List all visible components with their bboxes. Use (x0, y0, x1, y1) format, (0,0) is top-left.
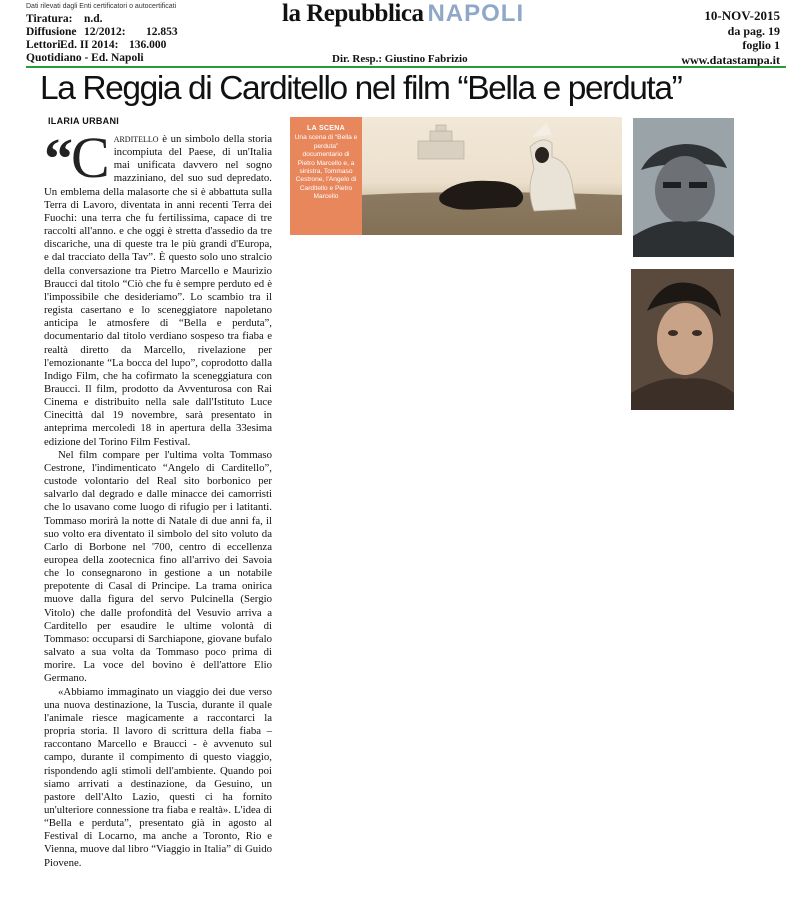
byline: ILARIA URBANI (48, 116, 120, 126)
circulation-data (26, 13, 178, 65)
drop-quote: “ (44, 126, 67, 191)
lettori-period: Ed. II 2014: (60, 39, 119, 51)
issue-info (610, 9, 780, 67)
lettori-value: 136.000 (129, 39, 167, 51)
tiratura-label: Tiratura: (26, 13, 73, 25)
masthead (282, 0, 524, 30)
caption-title: LA SCENA (307, 125, 345, 132)
portrait-illustration-1 (633, 118, 734, 257)
director-line: Dir. Resp.: Giustino Fabrizio (332, 53, 468, 65)
caption-text: Una scena di “Bella e perduta” documentario di Pietro Marcello e, a sinistra, Tommaso Cestrone, l'Angelo di Carditello e Pietro Marcello (294, 134, 358, 201)
paragraph-3: «Abbiamo immaginato un viaggio dei due verso una nuova destinazione, la Tuscia, durante il quale l'animale riesce magicamente a raccontarci la propria storia. Il lavoro di scrittura della fiaba – raccontano Marcello e Braucci - è avvenuto sul campo, durante il compimento di questo viaggio, rispondendo agli stimoli dell'ambiente. Quando poi siamo arrivati a destinazione, da Gesuino, un pastore dell'Alto Lazio, questi ci ha fornito un'ulteriore connessione tra fiaba e realtà». L'idea di “Bella e perduta”, presentato già in agosto al Festival di Locarno, ma anche a Toronto, Rio e Vienna, muove dal libro “Viaggio in Italia” di Guido Piovene. (44, 685, 272, 869)
diffusione-period: 12/2012: (84, 26, 126, 38)
paragraph-1 (44, 125, 272, 449)
portrait-illustration-2 (631, 269, 734, 410)
paragraph-2: Nel film compare per l'ultima volta Tommaso Cestrone, l'indimenticato “Angelo di Carditello”, custode volontario del Real sito borbonico per salvarlo dal degrado e dalle minacce dei camorristi che lo usavano come luogo di rifugio per i latitanti. Tommaso morirà la notte di Natale di due anni fa, il suo volto era diventato il simbolo del sito voluto da Carlo di Borbone nel '700, centro di eccellenza europea della zootecnica fino all'arrivo dei Savoia che lo consegnarono in gestione a un notabile prepotente di Casal di Principe. La trama onirica muove dalla figura del servo Pulcinella (Sergio Vitolo) che dalle profondità del Vesuvio arriva a Carditello per esaudire le ultime volontà di Tommaso: occuparsi di Sarchiapone, giovane bufalo salvato a sua volta da Tommaso poco prima di morire. La voce del bovino è dell'attore Elio Germano. (44, 448, 272, 685)
masthead-title: la Repubblica (282, 0, 424, 27)
article-headline: La Reggia di Carditello nel film “Bella e perduta” (40, 70, 682, 107)
drop-cap: C (71, 125, 110, 190)
diffusione-label: Diffusione (26, 26, 77, 38)
portrait-tommaso-cestrone (633, 118, 734, 257)
website: www.datastampa.it (681, 52, 780, 67)
lettori-label: Lettori (26, 39, 61, 51)
article-body (44, 125, 272, 870)
edition-label: Quotidiano - Ed. Napoli (26, 52, 144, 64)
issue-date: 10-NOV-2015 (704, 8, 780, 23)
page-reference: da pag. 19 (727, 23, 780, 38)
paragraph-1-text: è un simbolo della storia incompiuta del Paese, di un'Italia mai unificata davvero nel sogno mazziniano, del suo sud depredato. Un emblema della malasorte che si è abbattuta sulla Terra di Lavoro, diventata in anni recenti Terra dei Fuochi: una terra che fu fertilissima, capace di tre raccolti all'anno. e che oggi è stretta d'assedio da tre discariche, una di queste tra le più grandi d'Europa, e dal tracciato della Tav”. È questo solo uno stralcio della conversazione tra Pietro Marcello e Maurizio Braucci dal titolo “Ciò che fu è sempre perduto ed è l'impossibile che desideriamo”. Lo scambio tra il regista casertano e lo sceneggiatore napoletano anticipa le atmosfere di “Bella e perduta”, documentario dal titolo verdiano sospeso tra fiaba e realtà diretto da Marcello, rivelazione per l'emozionante “La bocca del lupo”, coprodotto dalla Indigo Film, che ha cofirmato la sceneggiatura con Braucci. Il film, prodotto da Avventurosa con Rai Cinema e distribuito nella sale dall'Istituto Luce Cinecittà dal 19 novembre, sarà presentato in anteprima mercoledì 18 in apertura della 33esima edizione del Torino Film Festival. (44, 133, 272, 448)
sheet-number: foglio 1 (742, 38, 780, 52)
portrait-pietro-marcello (631, 269, 734, 410)
tiratura-value: n.d. (84, 13, 103, 25)
first-word: arditello (113, 133, 159, 145)
photo-caption (290, 117, 362, 235)
diffusione-value: 12.853 (146, 26, 178, 38)
masthead-city: NAPOLI (427, 0, 525, 27)
certification-note: Dati rilevati dagli Enti certificatori o autocertificati (26, 3, 177, 10)
